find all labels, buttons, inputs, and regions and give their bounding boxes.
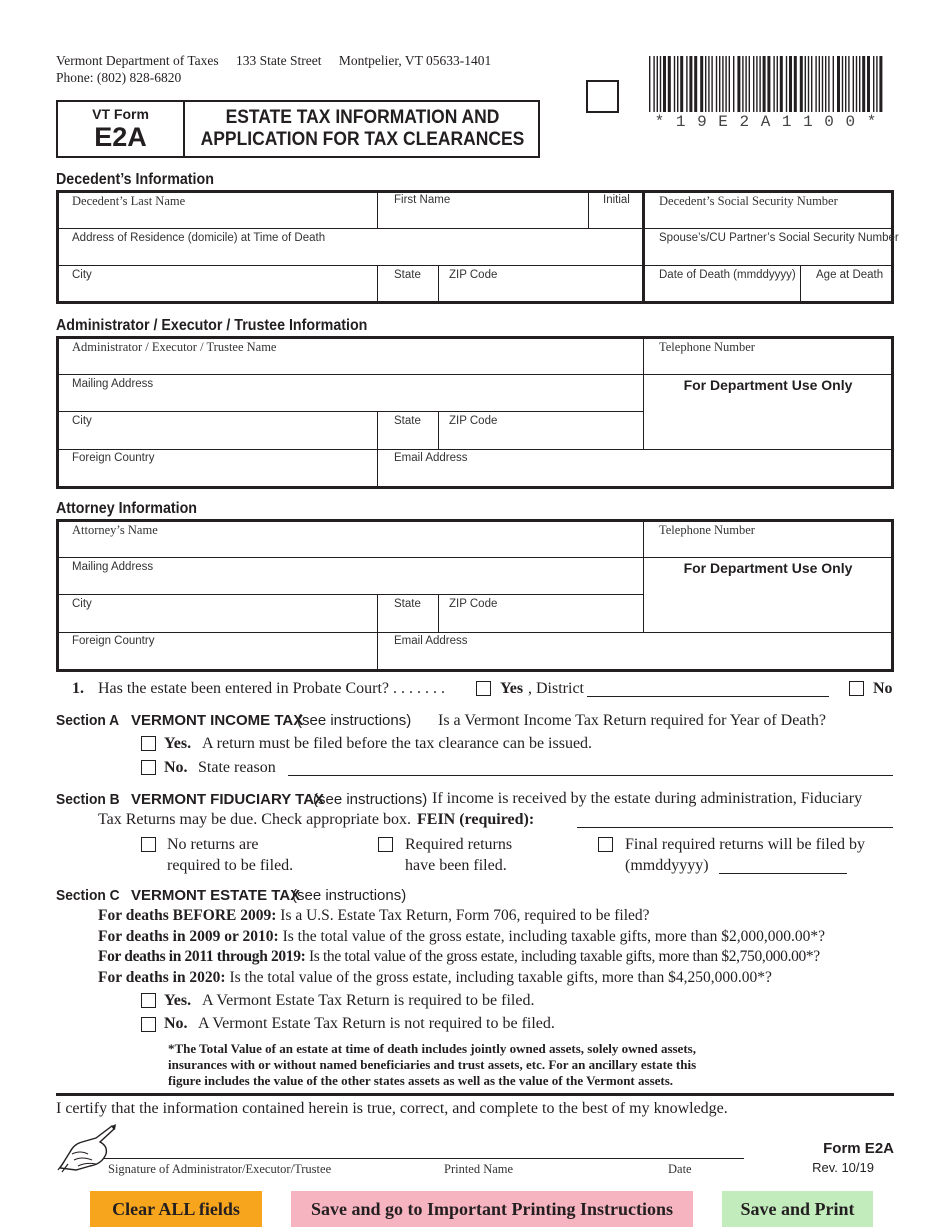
section-b-fein-label: FEIN (required): [417, 811, 535, 828]
section-b-no-returns-checkbox[interactable] [141, 837, 156, 852]
certify-divider [56, 1093, 894, 1096]
section-c-note-line2: insurances with or without named beneficiaries and trust assets, etc. For an ancillary estate this [168, 1057, 697, 1072]
age-at-death-label: Age at Death [816, 269, 884, 281]
q1-yes-label: Yes [500, 680, 524, 697]
attorney-state-label: State [394, 598, 421, 610]
form-title-line1: ESTATE TAX INFORMATION AND [225, 107, 500, 128]
admin-mailing-label: Mailing Address [72, 378, 154, 390]
admin-name-label: Administrator / Executor / Trustee Name [72, 340, 277, 354]
section-c-yes-checkbox[interactable] [141, 993, 156, 1008]
section-a-question: Is a Vermont Income Tax Return required for Year of Death? [438, 712, 826, 729]
section-c-yes-text: A Vermont Estate Tax Return is required to be filed. [202, 992, 535, 1009]
section-b-opt3-line2: (mmddyyyy) [625, 857, 709, 874]
section-b-opt1-line2: required to be filed. [167, 857, 294, 874]
section-c-line1-text: Is a U.S. Estate Tax Return, Form 706, required to be filed? [280, 907, 650, 924]
decedent-state-label: State [394, 269, 421, 281]
date-of-death-label: Date of Death (mmddyyyy) [659, 269, 796, 281]
corner-box [586, 80, 619, 113]
q1-district-field[interactable] [587, 696, 829, 697]
form-title-line2: APPLICATION FOR TAX CLEARANCES [200, 129, 525, 150]
section-b-opt2-line1: Required returns [405, 836, 513, 853]
form-label: VT Form [92, 106, 149, 122]
admin-phone-label: Telephone Number [659, 340, 755, 354]
attorney-name-label: Attorney’s Name [72, 523, 158, 537]
section-b-line2: Tax Returns may be due. Check appropriate box. [98, 811, 412, 828]
section-a-heading [56, 712, 125, 730]
decedent-ssn-label: Decedent’s Social Security Number [659, 194, 838, 208]
admin-zip-label: ZIP Code [449, 415, 498, 427]
section-c-yes-label: Yes. [164, 992, 192, 1009]
section-b-opt1-line1: No returns are [167, 836, 259, 853]
q1-yes-checkbox[interactable] [476, 681, 491, 696]
admin-country-label: Foreign Country [72, 452, 155, 464]
decedent-city-label: City [72, 269, 92, 281]
attorney-city-label: City [72, 598, 92, 610]
section-a-no-checkbox[interactable] [141, 760, 156, 775]
attorney-mailing-label: Mailing Address [72, 561, 154, 573]
section-c-line2-text: Is the total value of the gross estate, including taxable gifts, more than $2,000,000.00*? [282, 928, 825, 945]
attorney-dept-use: For Department Use Only [683, 560, 853, 576]
section-a-see: (see instructions) [297, 712, 412, 729]
decedent-initial-label: Initial [603, 194, 630, 206]
section-b-opt2-line2: have been filed. [405, 857, 507, 874]
section-b-title: VERMONT FIDUCIARY TAX [131, 791, 325, 808]
section-a-label: Section A [56, 712, 120, 729]
agency-city: Montpelier, VT 05633-1401 [338, 53, 492, 68]
final-returns-date-field[interactable] [719, 873, 847, 874]
form-revision: Rev. 10/19 [812, 1160, 874, 1175]
admin-state-label: State [394, 415, 421, 427]
q1-number: 1. [72, 680, 84, 697]
section-a-yes-checkbox[interactable] [141, 736, 156, 751]
section-c-line4 [98, 969, 772, 987]
form-title [199, 107, 526, 151]
attorney-email-label: Email Address [394, 635, 468, 647]
signature-label: Signature of Administrator/Executor/Trustee [108, 1162, 332, 1176]
agency-address [56, 53, 491, 69]
section-c-line3-text: Is the total value of the gross estate, including taxable gifts, more than $2,750,000.00*? [308, 948, 820, 965]
section-a-yes-label: Yes. [164, 735, 192, 752]
admin-frame [56, 336, 894, 489]
section-c-label: Section C [56, 887, 120, 904]
section-b-opt3-line1: Final required returns will be filed by [625, 836, 865, 853]
section-b-line1: If income is received by the estate during administration, Fiduciary [432, 790, 863, 807]
section-a-yes-text: A return must be filed before the tax clearance can be issued. [202, 735, 593, 752]
section-b-required-returns-checkbox[interactable] [378, 837, 393, 852]
section-b-label: Section B [56, 791, 120, 808]
attorney-heading: Attorney Information [56, 500, 198, 517]
section-b-see: (see instructions) [313, 791, 428, 808]
agency-street: 133 State Street [236, 53, 322, 68]
q1-no-label: No [873, 680, 893, 697]
section-a-no-label: No. [164, 759, 188, 776]
section-c-line3-bold: For deaths in 2011 through 2019: [98, 948, 306, 965]
admin-dept-use: For Department Use Only [683, 377, 853, 393]
save-and-print-button[interactable]: Save and Print [722, 1191, 873, 1227]
q1-no-checkbox[interactable] [849, 681, 864, 696]
admin-heading: Administrator / Executor / Trustee Information [56, 317, 368, 334]
decedent-first-name-label: First Name [394, 194, 451, 206]
date-label: Date [668, 1162, 692, 1176]
section-c-note-line1: *The Total Value of an estate at time of death includes jointly owned assets, solely owned assets, [168, 1041, 696, 1056]
section-c-line2 [98, 928, 825, 946]
decedent-zip-label: ZIP Code [449, 269, 498, 281]
printed-name-label: Printed Name [444, 1162, 514, 1176]
section-c-line3 [98, 948, 820, 966]
section-c-no-checkbox[interactable] [141, 1017, 156, 1032]
section-c-line4-text: Is the total value of the gross estate, including taxable gifts, more than $4,250,000.00*? [229, 969, 772, 986]
section-a-no-text: State reason [198, 759, 276, 776]
spouse-ssn-label: Spouse’s/CU Partner’s Social Security Number [659, 232, 899, 244]
q1-district-label: , District [528, 680, 584, 697]
section-a-reason-field[interactable] [288, 775, 893, 776]
section-c-no-label: No. [164, 1015, 188, 1032]
form-code: E2A [94, 122, 147, 152]
admin-email-label: Email Address [394, 452, 468, 464]
form-footer-name: Form E2A [823, 1140, 894, 1157]
section-c-line2-bold: For deaths in 2009 or 2010: [98, 928, 279, 945]
form-title-box [56, 100, 540, 158]
section-c-note [168, 1041, 696, 1089]
section-c-line4-bold: For deaths in 2020: [98, 969, 226, 986]
section-b-final-returns-checkbox[interactable] [598, 837, 613, 852]
attorney-frame [56, 519, 894, 672]
q1-text: Has the estate been entered in Probate Court? . . . . . . . [98, 680, 445, 697]
attorney-zip-label: ZIP Code [449, 598, 498, 610]
section-c-note-line3: figure includes the value of the other states assets as well as the value of the Vermont assets. [168, 1073, 674, 1088]
attorney-country-label: Foreign Country [72, 635, 155, 647]
decedent-address-label: Address of Residence (domicile) at Time of Death [72, 232, 326, 244]
barcode-text: * 1 9 E 2 A 1 1 0 0 * [654, 113, 878, 131]
certify-text: I certify that the information contained herein is true, correct, and complete to the best of my knowledge. [56, 1100, 728, 1117]
admin-city-label: City [72, 415, 92, 427]
signature-line[interactable] [104, 1158, 744, 1159]
section-c-line1-bold: For deaths BEFORE 2009: [98, 907, 277, 924]
section-c-no-text: A Vermont Estate Tax Return is not required to be filed. [198, 1015, 555, 1032]
agency-phone: Phone: (802) 828-6820 [56, 70, 182, 85]
fein-field[interactable] [577, 827, 893, 828]
save-and-go-printing-instructions-button[interactable]: Save and go to Important Printing Instructions [291, 1191, 693, 1227]
section-a-title: VERMONT INCOME TAX [131, 712, 304, 729]
clear-all-fields-button[interactable]: Clear ALL fields [90, 1191, 262, 1227]
section-c-title: VERMONT ESTATE TAX [131, 887, 301, 904]
agency-name: Vermont Department of Taxes [56, 53, 219, 68]
section-c-line1 [98, 907, 650, 925]
attorney-phone-label: Telephone Number [659, 523, 755, 537]
decedent-heading: Decedent’s Information [56, 171, 214, 188]
section-c-see: (see instructions) [292, 887, 407, 904]
barcode-icon [648, 56, 884, 114]
decedent-last-name-label: Decedent’s Last Name [72, 194, 186, 208]
